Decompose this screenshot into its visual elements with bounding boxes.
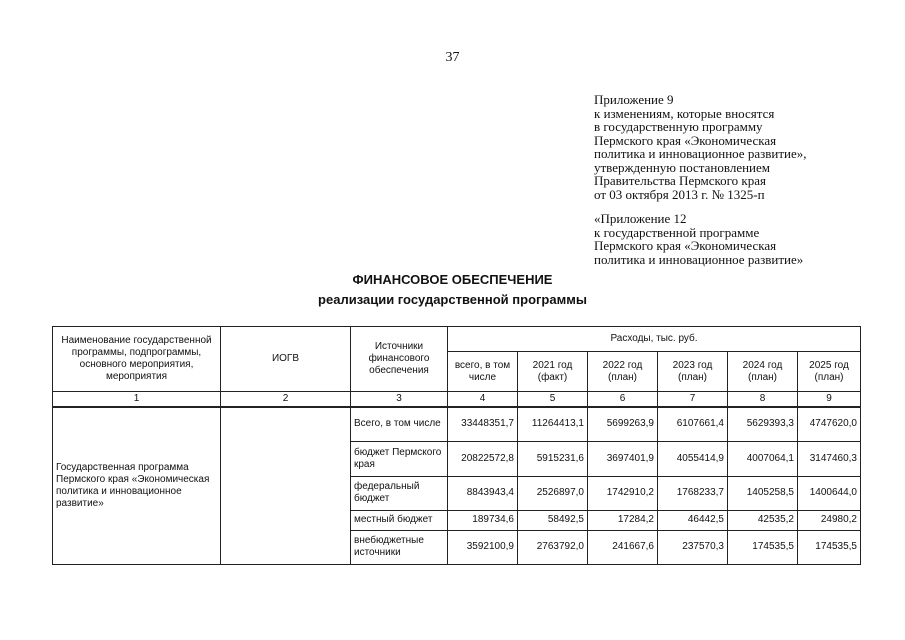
header-year: 2023 год (план) [658, 352, 728, 392]
value-cell: 4747620,0 [798, 407, 861, 441]
appendix2-line: «Приложение 12 [594, 211, 687, 226]
value-cell: 174535,5 [798, 530, 861, 564]
column-number: 9 [798, 392, 861, 408]
value-cell: 4007064,1 [728, 441, 798, 476]
appendix-line: политика и инновационное развитие», [594, 146, 807, 161]
value-cell: 5699263,9 [588, 407, 658, 441]
value-cell: 42535,2 [728, 510, 798, 530]
value-cell: 58492,5 [518, 510, 588, 530]
value-cell: 11264413,1 [518, 407, 588, 441]
value-cell: 237570,3 [658, 530, 728, 564]
value-cell: 1400644,0 [798, 476, 861, 510]
page-number: 37 [445, 50, 460, 65]
source-cell: внебюджетные источники [351, 530, 448, 564]
header-sources: Источники финансового обеспечения [351, 327, 448, 392]
value-cell: 4055414,9 [658, 441, 728, 476]
column-number: 8 [728, 392, 798, 408]
appendix-line: утвержденную постановлением [594, 159, 771, 175]
value-cell: 17284,2 [588, 510, 658, 530]
column-number: 3 [351, 392, 448, 408]
header-year: 2022 год (план) [588, 352, 658, 392]
value-cell: 189734,6 [448, 510, 518, 530]
value-cell: 5629393,3 [728, 407, 798, 441]
value-cell: 3592100,9 [448, 530, 518, 564]
financing-table [52, 326, 861, 565]
header-name: Наименование государственной программы, подпрограммы, основного мероприятия, мероприятия [53, 327, 221, 392]
source-cell: бюджет Пермского края [351, 441, 448, 476]
value-cell: 1405258,5 [728, 476, 798, 510]
appendix2-line: Пермского края «Экономическая [594, 238, 777, 253]
table-row [53, 407, 861, 441]
appendix-line: в государственную программу [594, 119, 763, 134]
iogv-cell [221, 407, 351, 564]
value-cell: 174535,5 [728, 530, 798, 564]
value-cell: 46442,5 [658, 510, 728, 530]
header-year: 2021 год (факт) [518, 352, 588, 392]
source-cell: федеральный бюджет [351, 476, 448, 510]
appendix2-line: к государственной программе [594, 224, 760, 240]
value-cell: 2763792,0 [518, 530, 588, 564]
value-cell: 3147460,3 [798, 441, 861, 476]
value-cell: 1768233,7 [658, 476, 728, 510]
source-cell: местный бюджет [351, 510, 448, 530]
appendix-line: к изменениям, которые вносятся [594, 105, 775, 121]
value-cell: 6107661,4 [658, 407, 728, 441]
value-cell: 20822572,8 [448, 441, 518, 476]
value-cell: 241667,6 [588, 530, 658, 564]
appendix-line: от 03 октября 2013 г. № 1325-п [594, 186, 765, 202]
header-expenses: Расходы, тыс. руб. [448, 327, 861, 352]
value-cell: 2526897,0 [518, 476, 588, 510]
value-cell: 5915231,6 [518, 441, 588, 476]
column-number: 6 [588, 392, 658, 408]
value-cell: 8843943,4 [448, 476, 518, 510]
value-cell: 1742910,2 [588, 476, 658, 510]
column-number: 4 [448, 392, 518, 408]
appendix2-line: политика и инновационное развитие» [594, 251, 804, 267]
column-number: 1 [53, 392, 221, 408]
appendix-line: Приложение 9 [594, 92, 674, 107]
column-number: 5 [518, 392, 588, 408]
document-subtitle: реализации государственной программы [318, 292, 587, 307]
program-name: Государственная программа Пермского края «Экономическая политика и инновационное развитие» [53, 407, 221, 564]
header-iogv: ИОГВ [221, 327, 351, 392]
column-number: 2 [221, 392, 351, 408]
source-cell: Всего, в том числе [351, 407, 448, 441]
header-year: 2025 год (план) [798, 352, 861, 392]
value-cell: 24980,2 [798, 510, 861, 530]
value-cell: 33448351,7 [448, 407, 518, 441]
value-cell: 3697401,9 [588, 441, 658, 476]
appendix-block [594, 93, 894, 266]
header-year: всего, в том числе [448, 352, 518, 392]
document-title: ФИНАНСОВОЕ ОБЕСПЕЧЕНИЕ [352, 272, 553, 287]
column-number: 7 [658, 392, 728, 408]
appendix-line: Пермского края «Экономическая [594, 132, 777, 148]
appendix-line: Правительства Пермского края [594, 173, 766, 188]
header-year: 2024 год (план) [728, 352, 798, 392]
